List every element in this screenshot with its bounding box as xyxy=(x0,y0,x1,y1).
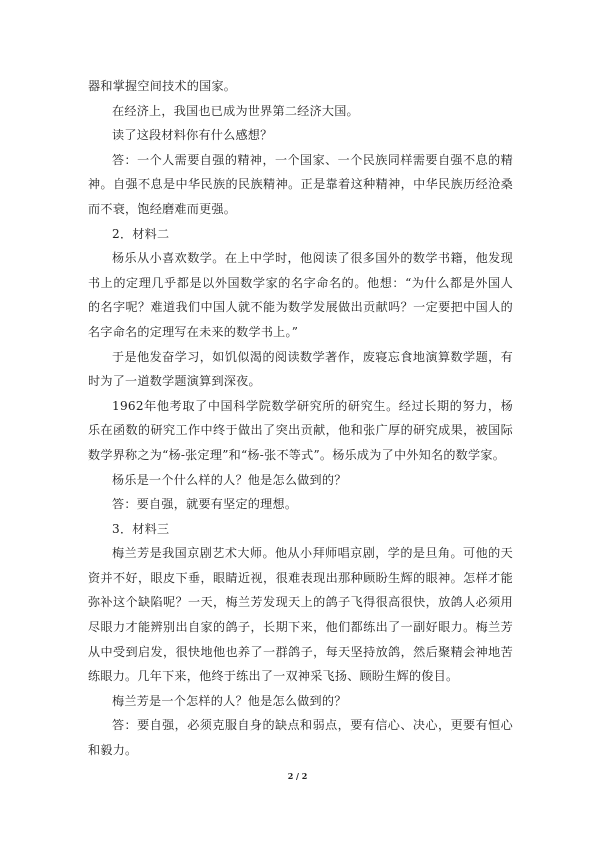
paragraph-2: 在经济上，我国也已成为世界第二经济大国。 xyxy=(112,103,359,118)
section-heading-2: 2．材料二 xyxy=(112,226,170,241)
paragraph-13: 梅兰芳是一个怎样的人？他是怎么做到的？ xyxy=(112,693,347,708)
paragraph-8: 1962年他考取了中国科学院数学研究所的研究生。经过长期的努力，杨乐在函数的研究工作中终于做出了突出贡献，他和张广厚的研究成果，被国际数学界称之为“杨-张定理”和“杨-张不等式”。杨乐成为了中外知名的数学家。 xyxy=(88,398,513,462)
page-number: 2 / 2 xyxy=(287,771,308,781)
paragraph-10: 答：要自强，就要有坚定的理想。 xyxy=(112,497,298,512)
paragraph-6: 杨乐从小喜欢数学。在上中学时，他阅读了很多国外的数学书籍，他发现书上的定理几乎都是以外国数学家的名字命名的。他想：“为什么都是外国人的名字呢？难道我们中国人就不能为数学发展做出贡献吗？一定要把中国人的名字命名的定理写在未来的数学书上。” xyxy=(88,251,513,339)
document-body xyxy=(88,74,513,763)
paragraph-7: 于是他发奋学习，如饥似渴的阅读数学著作，废寝忘食地演算数学题，有时为了一道数学题演算到深夜。 xyxy=(88,349,513,389)
section-heading-3: 3．材料三 xyxy=(112,521,170,536)
paragraph-1: 器和掌握空间技术的国家。 xyxy=(88,79,237,93)
paragraph-3: 读了这段材料你有什么感想？ xyxy=(112,128,273,143)
paragraph-4: 答：一个人需要自强的精神，一个国家、一个民族同样需要自强不息的精神。自强不息是中华民族的民族精神。正是靠着这种精神，中华民族历经沧桑而不衰，饱经磨难而更强。 xyxy=(88,152,513,216)
paragraph-9: 杨乐是一个什么样的人？他是怎么做到的？ xyxy=(112,472,347,487)
paragraph-14: 答：要自强，必须克服自身的缺点和弱点，要有信心、决心，更要有恒心和毅力。 xyxy=(88,718,513,758)
paragraph-12: 梅兰芳是我国京剧艺术大师。他从小拜师唱京剧，学的是旦角。可他的天资并不好，眼皮下垂，眼睛近视，很难表现出那种顾盼生辉的眼神。怎样才能弥补这个缺陷呢？一天，梅兰芳发现天上的鸽子飞得很高很快，放鸽人必须用尽眼力才能辨别出自家的鸽子，长期下来，他们都练出了一副好眼力。梅兰芳从中受到启发，很快地他也养了一群鸽子，每天坚持放鸽，然后聚精会神地苦练眼力。几年下来，他终于练出了一双神采飞扬、顾盼生辉的俊目。 xyxy=(88,546,513,684)
